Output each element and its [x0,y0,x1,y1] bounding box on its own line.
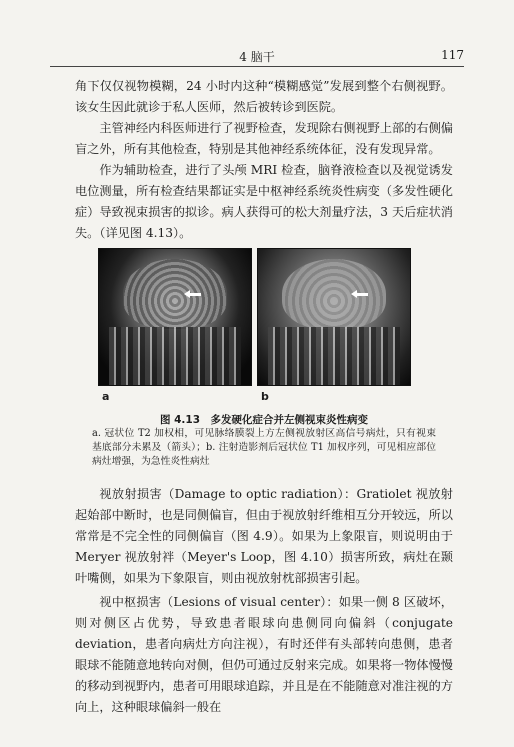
mri-image-b [257,248,411,386]
paragraph: 视中枢损害（Lesions of visual center）：如果一侧 8 区破坏，则对侧区占优势，导致患者眼球向患侧同向偏斜（conjugate deviation，患者向病灶方向注视），有时还伴有头部转向患侧，患者眼球不能随意地转向对侧，但仍可通过反射来完成。如果将一物体慢慢的移动到视野内，患者可用眼球追踪，并且是在不能随意对准注视的方向上，这种眼球偏斜一般在 [75,595,453,714]
chapter-title: 4 脑干 [239,50,275,64]
paragraph: 角下仅仅视物模糊，24 小时内这种“模糊感觉”发展到整个右侧视野。该女生因此就诊于私人医师，然后被转诊到医院。 [75,79,453,114]
page-number: 117 [441,48,464,62]
arrow-icon [356,293,368,296]
panel-label-b: b [261,390,269,403]
paragraph: 视放射损害（Damage to optic radiation）：Gratiolet 视放射起始部中断时，也是同侧偏盲，但由于视放射纤维相互分开较远，所以常常是不完全性的同侧偏盲（图 4.9）。如果为上象限盲，则说明由于 Meryer 视放射袢（Meyer's Loop，图 4.10）损害所致，病灶在颞叶嘴侧，如果为下象限盲，则由视放射枕部损害引起。 [75,487,453,585]
mri-image-a [98,248,252,386]
arrow-icon [189,293,201,296]
paragraph: 主管神经内科医师进行了视野检查，发现除右侧视野上部的右侧偏盲之外，所有其他检查，特别是其他神经系统体征，没有发现异常。 [75,121,453,156]
panel-label-a: a [102,390,110,403]
figure-caption: a. 冠状位 T2 加权相，可见脉络膜裂上方左侧视放射区高信号病灶，只有视束基底部分未累及（箭头）；b. 注射造影剂后冠状位 T1 加权序列，可见相应部位病灶增强，为急性炎性病灶 [92,428,436,467]
figure-4-13 [92,248,412,408]
running-header [50,48,464,67]
figure-title: 图 4.13 多发硬化症合并左侧视束炎性病变 [159,414,369,426]
paragraph: 作为辅助检查，进行了头颅 MRI 检查，脑脊液检查以及视觉诱发电位测量，所有检查结果都证实是中枢神经系统炎性病变（多发性硬化症）导致视束损害的拟诊。病人获得可的松大剂量疗法，3 天后症状消失。（详见图 4.13）。 [75,163,453,240]
